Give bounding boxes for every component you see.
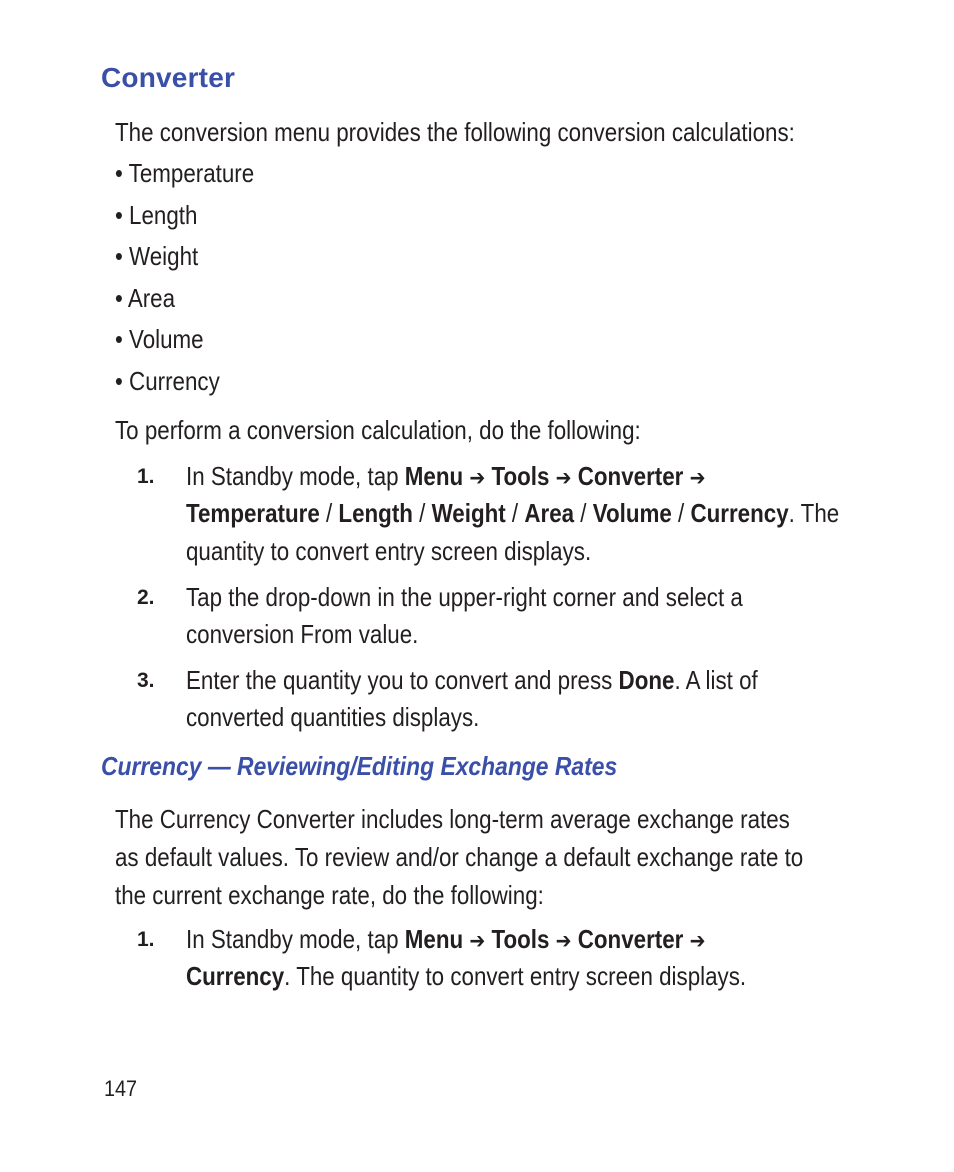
currency-label: Currency	[690, 498, 789, 528]
volume-label: Volume	[592, 498, 672, 528]
tools-label: Tools	[491, 461, 550, 491]
arrow-icon: ➔	[469, 466, 486, 491]
bullet-label: Temperature	[128, 158, 255, 188]
step-text-line: conversion From value.	[186, 619, 419, 649]
done-label: Done	[618, 665, 675, 695]
step-number: 3.	[137, 669, 155, 692]
converter-label: Converter	[577, 461, 684, 491]
arrow-icon: ➔	[469, 929, 486, 954]
bullet-label: Area	[127, 282, 176, 313]
temperature-label: Temperature	[186, 498, 320, 528]
step-number: 1.	[137, 928, 155, 951]
list-item: • Length	[115, 199, 198, 230]
list-item: • Currency	[115, 365, 220, 396]
bullet-label: Volume	[129, 324, 204, 355]
subsection-title: Currency — Reviewing/Editing Exchange Rates	[101, 751, 618, 781]
body-line: The Currency Converter includes long-term average exchange rates	[115, 804, 790, 834]
section-title: Converter	[101, 62, 236, 93]
bullet-label: Currency	[129, 365, 220, 396]
tools-label: Tools	[491, 924, 550, 954]
page-number: 147	[104, 1076, 138, 1101]
step-number: 2.	[137, 586, 155, 609]
weight-label: Weight	[431, 498, 506, 528]
conversion-types-list	[115, 157, 254, 407]
step-text: In Standby mode, tap	[186, 461, 405, 491]
arrow-icon: ➔	[555, 466, 572, 491]
area-label: Area	[524, 498, 575, 528]
lead-paragraph: To perform a conversion calculation, do the following:	[115, 415, 641, 445]
step-text-line: Enter the quantity you to convert and press Done. A list of	[186, 665, 758, 695]
body-line: as default values. To review and/or change a default exchange rate to	[115, 842, 804, 872]
menu-label: Menu	[404, 461, 464, 491]
body-line: the current exchange rate, do the following:	[115, 880, 544, 910]
step-text-line: In Standby mode, tap Menu ➔ Tools ➔ Converter ➔	[186, 924, 706, 954]
length-label: Length	[338, 498, 413, 528]
bullet-label: Weight	[129, 241, 199, 272]
step-text-line	[186, 458, 705, 498]
bullet-label: Length	[129, 199, 198, 230]
step-text-line: Temperature / Length / Weight / Area / Volume / Currency. The	[186, 498, 840, 528]
intro-paragraph: The conversion menu provides the following conversion calculations:	[115, 117, 795, 147]
list-item: • Area	[115, 282, 176, 313]
list-item: • Temperature	[115, 158, 255, 188]
step-text-line: quantity to convert entry screen displays.	[186, 536, 592, 566]
list-item: • Volume	[115, 324, 204, 355]
currency-label: Currency	[186, 961, 285, 991]
step-text-line: Currency. The quantity to convert entry screen displays.	[186, 961, 747, 991]
step-text-line: Tap the drop-down in the upper-right corner and select a	[186, 582, 743, 612]
arrow-icon: ➔	[689, 929, 706, 954]
arrow-icon: ➔	[555, 929, 572, 954]
list-item: • Weight	[115, 241, 199, 272]
step-text-line: converted quantities displays.	[186, 702, 480, 732]
arrow-icon: ➔	[689, 466, 706, 491]
menu-label: Menu	[404, 924, 464, 954]
step-number: 1.	[137, 465, 155, 488]
converter-label: Converter	[577, 924, 684, 954]
